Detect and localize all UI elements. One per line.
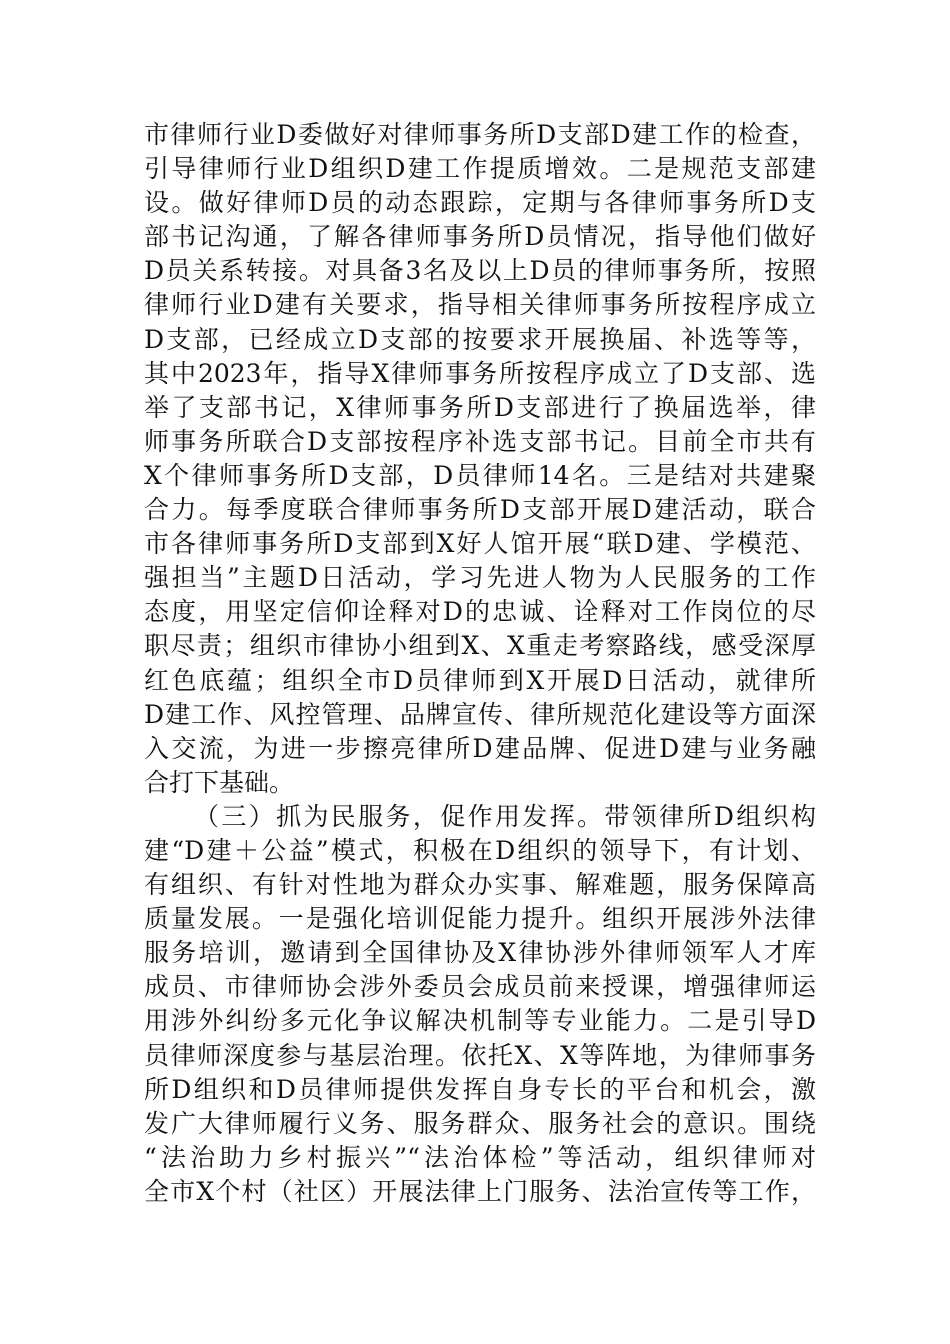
text-line: 服务培训，邀请到全国律协及X律协涉外律师领军人才库: [144, 938, 816, 968]
text-line: 部书记沟通，了解各律师事务所D员情况，指导他们做好: [144, 222, 816, 252]
text-line: 合打下基础。: [144, 767, 295, 797]
text-line: 有组织、有针对性地为群众办实事、解难题，服务保障高: [144, 870, 816, 900]
text-line: 引导律师行业D组织D建工作提质增效。二是规范支部建: [144, 154, 816, 184]
text-line: 师事务所联合D支部按程序补选支部书记。目前全市共有: [144, 426, 816, 456]
text-line: 强担当”主题D日活动，学习先进人物为人民服务的工作: [144, 563, 816, 593]
text-line: 发广大律师履行义务、服务群众、服务社会的意识。围绕: [144, 1108, 816, 1138]
text-line: 态度，用坚定信仰诠释对D的忠诚、诠释对工作岗位的尽: [144, 597, 816, 627]
text-line: X个律师事务所D支部，D员律师14名。三是结对共建聚: [144, 460, 816, 490]
text-line: 设。做好律师D员的动态跟踪，定期与各律师事务所D支: [144, 188, 816, 218]
text-line: 律师行业D建有关要求，指导相关律师事务所按程序成立: [144, 290, 816, 320]
text-line: 合力。每季度联合律师事务所D支部开展D建活动，联合: [144, 495, 816, 525]
text-line: 建“D建＋公益”模式，积极在D组织的领导下，有计划、: [144, 835, 816, 865]
text-line: 市各律师事务所D支部到X好人馆开展“联D建、学模范、: [144, 529, 816, 559]
text-line: D支部，已经成立D支部的按要求开展换届、补选等等，: [144, 324, 816, 354]
document-body: [144, 118, 816, 1209]
text-line: 所D组织和D员律师提供发挥自身专长的平台和机会，激: [144, 1074, 816, 1104]
text-line: 入交流，为进一步擦亮律所D建品牌、促进D建与业务融: [144, 733, 816, 763]
text-line: 举了支部书记，X律师事务所D支部进行了换届选举，律: [144, 392, 816, 422]
text-line: D建工作、风控管理、品牌宣传、律所规范化建设等方面深: [144, 699, 816, 729]
text-line: 其中2023年，指导X律师事务所按程序成立了D支部、选: [144, 358, 816, 388]
text-line: D员关系转接。对具备3名及以上D员的律师事务所，按照: [144, 256, 816, 286]
text-line: 质量发展。一是强化培训促能力提升。组织开展涉外法律: [144, 904, 816, 934]
section-heading-line: （三）抓为民服务，促作用发挥。带领律所D组织构: [194, 801, 816, 831]
text-line: 全市X个村（社区）开展法律上门服务、法治宣传等工作，: [144, 1176, 816, 1206]
text-line: 市律师行业D委做好对律师事务所D支部D建工作的检查，: [144, 120, 816, 149]
text-line: 职尽责；组织市律协小组到X、X重走考察路线，感受深厚: [144, 631, 816, 661]
text-line: 红色底蕴；组织全市D员律师到X开展D日活动，就律所: [144, 665, 816, 695]
text-line: 成员、市律师协会涉外委员会成员前来授课，增强律师运: [144, 972, 816, 1002]
text-line: 用涉外纠纷多元化争议解决机制等专业能力。二是引导D: [144, 1006, 816, 1036]
text-line: “法治助力乡村振兴”“法治体检”等活动，组织律师对: [144, 1142, 816, 1172]
text-line: 员律师深度参与基层治理。依托X、X等阵地，为律师事务: [144, 1040, 816, 1070]
